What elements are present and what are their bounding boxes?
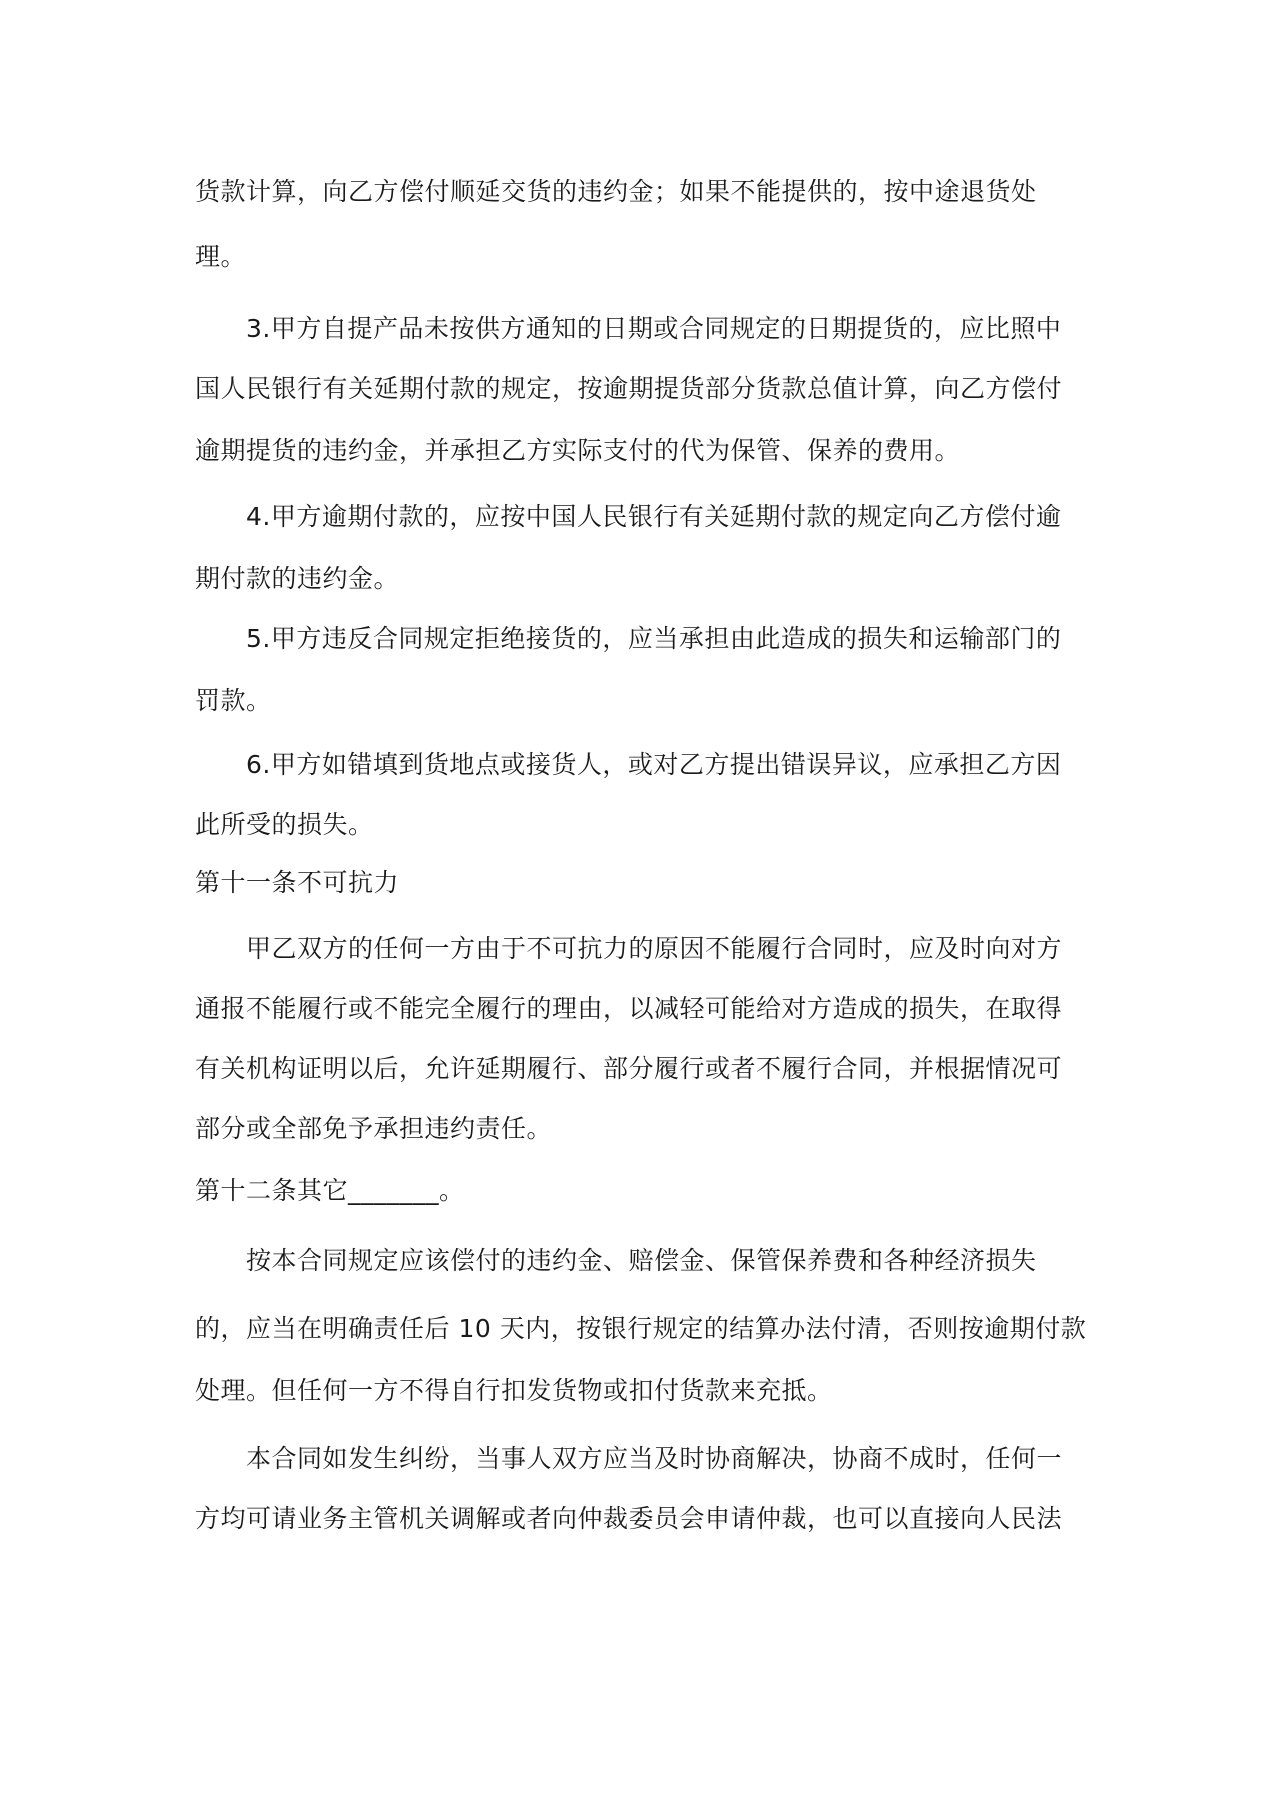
- text-line: 逾期提货的违约金，并承担乙方实际支付的代为保管、保养的费用。: [195, 436, 961, 465]
- text-line: 处理。但任何一方不得自行扣发货物或扣付货款来充抵。: [195, 1376, 833, 1405]
- clause-3: 3.甲方自提产品未按供方通知的日期或合同规定的日期提货的，应比照中: [246, 314, 1062, 343]
- article-11-heading: 第十一条不可抗力: [195, 868, 400, 897]
- dispute-paragraph: 本合同如发生纠纷，当事人双方应当及时协商解决，协商不成时，任何一: [246, 1444, 1063, 1473]
- text-line: 此所受的损失。: [195, 810, 374, 839]
- text-line: 有关机构证明以后，允许延期履行、部分履行或者不履行合同，并根据情况可: [195, 1054, 1063, 1083]
- text-line: 国人民银行有关延期付款的规定，按逾期提货部分货款总值计算，向乙方偿付: [195, 374, 1063, 403]
- text-line: 部分或全部免予承担违约责任。: [195, 1114, 553, 1143]
- clause-5: 5.甲方违反合同规定拒绝接货的，应当承担由此造成的损失和运输部门的: [246, 624, 1062, 653]
- clause-6: 6.甲方如错填到货地点或接货人，或对乙方提出错误异议，应承担乙方因: [246, 750, 1062, 779]
- text-line: 期付款的违约金。: [195, 564, 400, 593]
- text-line: 货款计算，向乙方偿付顺延交货的违约金；如果不能提供的，按中途退货处: [195, 177, 1037, 206]
- article-12-heading: 第十二条其它_______。: [195, 1176, 465, 1205]
- text-line: 通报不能履行或不能完全履行的理由，以减轻可能给对方造成的损失，在取得: [195, 994, 1063, 1023]
- text-line: 罚款。: [195, 686, 272, 715]
- text-line: 理。: [195, 242, 247, 271]
- force-majeure-paragraph: 甲乙双方的任何一方由于不可抗力的原因不能履行合同时，应及时向对方: [246, 934, 1063, 963]
- clause-4: 4.甲方逾期付款的，应按中国人民银行有关延期付款的规定向乙方偿付逾: [246, 502, 1062, 531]
- text-line: 方均可请业务主管机关调解或者向仲裁委员会申请仲裁，也可以直接向人民法: [195, 1504, 1063, 1533]
- text-line: 的，应当在明确责任后 10 天内，按银行规定的结算办法付清，否则按逾期付款: [195, 1314, 1087, 1343]
- payment-paragraph: 按本合同规定应该偿付的违约金、赔偿金、保管保养费和各种经济损失: [246, 1246, 1037, 1275]
